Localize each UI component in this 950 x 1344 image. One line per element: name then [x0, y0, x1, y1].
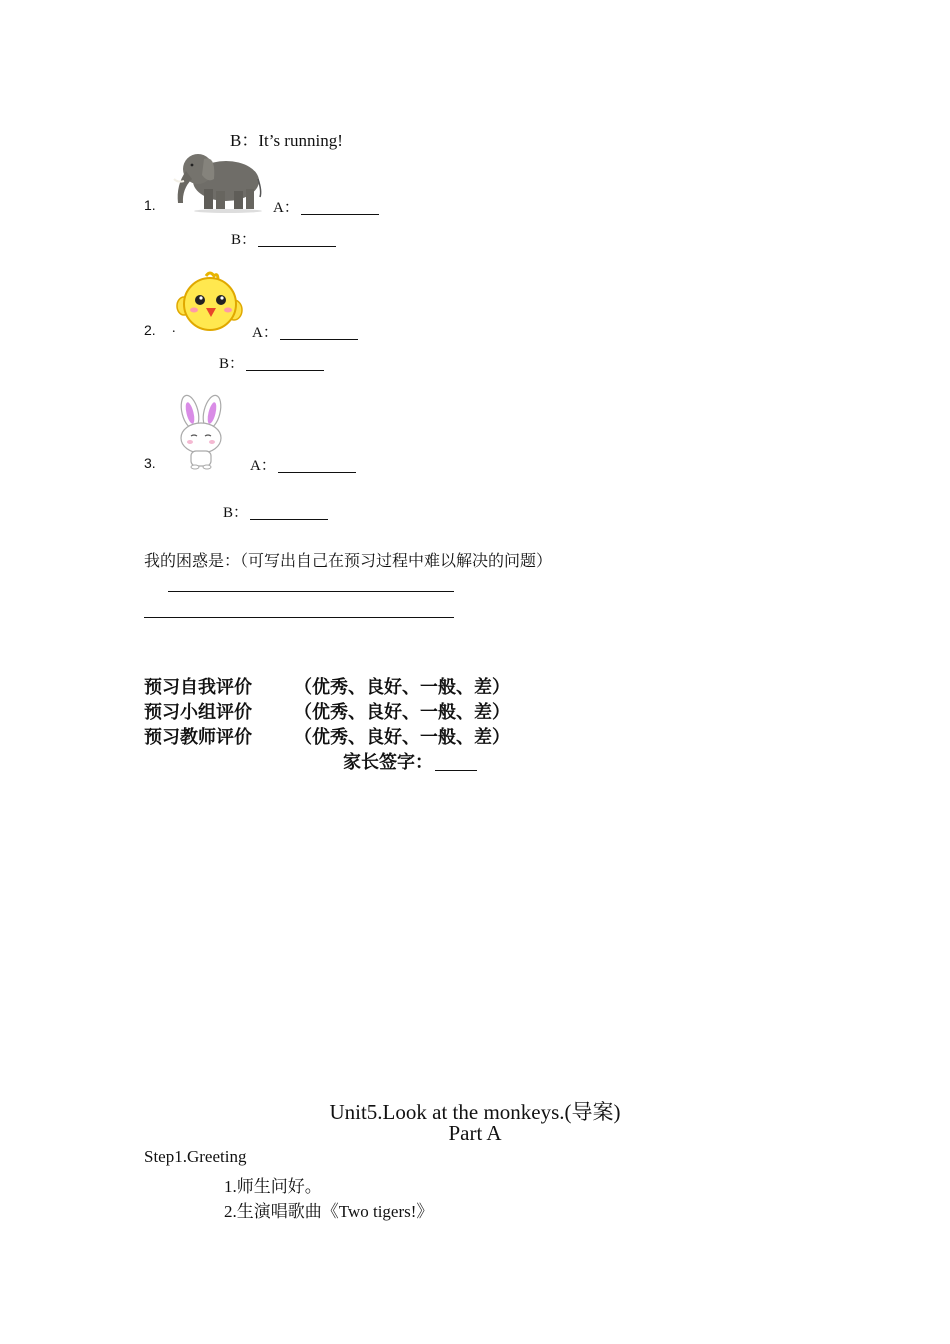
exercise-1-a-blank[interactable] — [301, 200, 379, 215]
evaluation-teacher-options: （优秀、良好、一般、差） — [294, 727, 510, 748]
exercise-1-question — [273, 196, 379, 217]
chick-icon — [176, 270, 244, 338]
exercise-2-b-blank[interactable] — [246, 356, 324, 371]
evaluation-group-label: 预习小组评价 — [144, 702, 252, 723]
exercise-2-question — [252, 321, 358, 342]
evaluation-self-label: 预习自我评价 — [144, 677, 252, 698]
exercise-1-a-label: A： — [273, 200, 299, 216]
lesson-step: Step1.Greeting — [144, 1147, 247, 1166]
exercise-3-answer — [223, 501, 328, 522]
lesson-title: Unit5.Look at the monkeys.(导案) — [329, 1100, 621, 1124]
exercise-3-a-label: A： — [250, 458, 276, 474]
evaluation-teacher-label: 预习教师评价 — [144, 727, 252, 748]
exercise-3-b-label: B： — [223, 505, 249, 521]
rabbit-icon — [172, 394, 230, 470]
parent-signature — [343, 748, 477, 774]
evaluation-group-options: （优秀、良好、一般、差） — [294, 702, 510, 723]
exercise-1-b-label: B： — [231, 232, 257, 248]
elephant-icon — [168, 145, 264, 213]
exercise-2-a-label: A： — [252, 325, 278, 341]
exercise-2-dot: . — [172, 321, 176, 336]
exercise-3-question — [250, 454, 356, 475]
exercise-2-b-label: B： — [219, 356, 245, 372]
exercise-2-answer — [219, 352, 324, 373]
exercise-3-a-blank[interactable] — [278, 458, 356, 473]
parent-signature-blank[interactable] — [435, 754, 477, 771]
example-answer: B：It’s running! — [230, 131, 343, 150]
exercise-1-number: 1. — [144, 197, 156, 213]
confusion-prompt: 我的困惑是：（可写出自己在预习过程中难以解决的问题） — [144, 551, 553, 570]
exercise-1-b-blank[interactable] — [258, 232, 336, 247]
parent-signature-label: 家长签字： — [343, 752, 433, 773]
exercise-3-number: 3. — [144, 455, 156, 471]
exercise-3-b-blank[interactable] — [250, 505, 328, 520]
confusion-line-2[interactable] — [144, 617, 454, 618]
evaluation-self-options: （优秀、良好、一般、差） — [294, 677, 510, 698]
lesson-item-1: 1.师生问好。 — [224, 1177, 322, 1196]
lesson-part: Part A — [448, 1121, 502, 1145]
exercise-1-answer — [231, 228, 336, 249]
exercise-2-a-blank[interactable] — [280, 325, 358, 340]
lesson-item-2: 2.生演唱歌曲《Two tigers!》 — [224, 1202, 434, 1221]
confusion-line-1[interactable] — [168, 591, 454, 592]
exercise-2-number: 2. — [144, 322, 156, 338]
